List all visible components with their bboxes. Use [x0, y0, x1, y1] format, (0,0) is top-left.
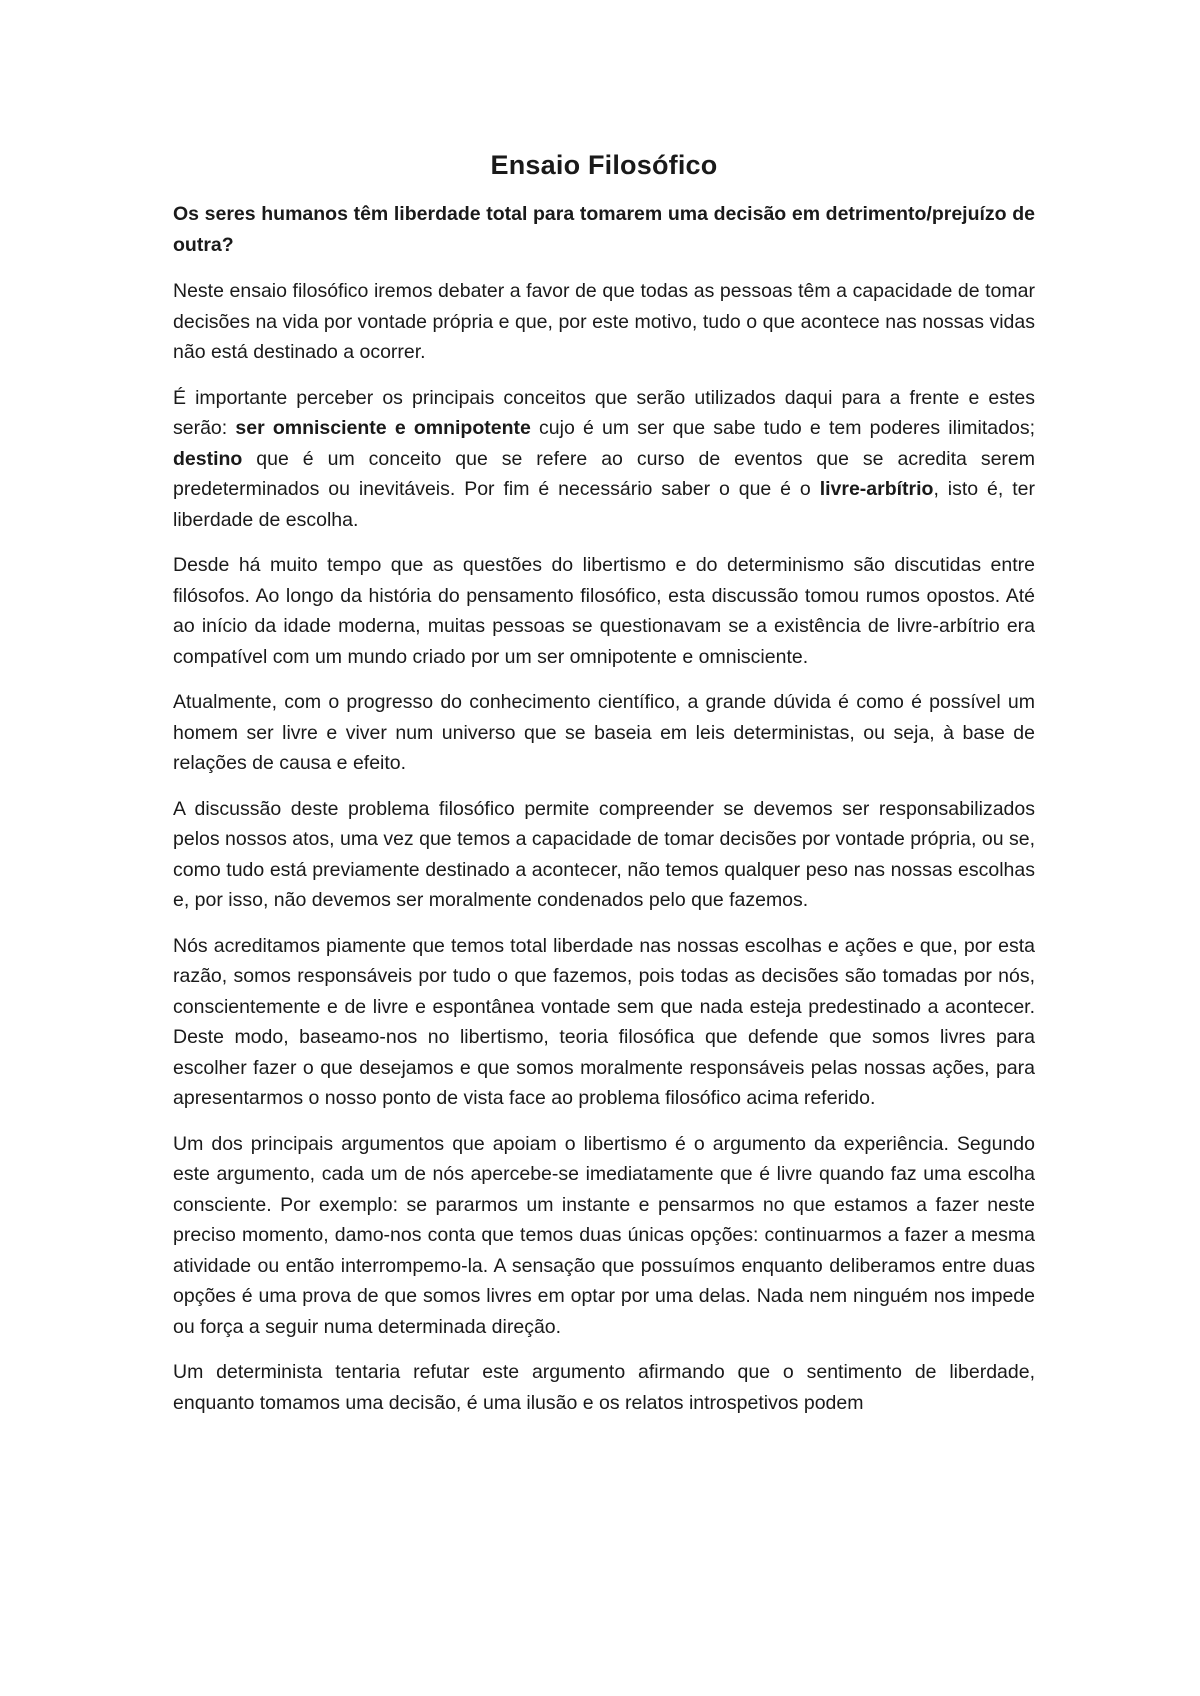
paragraph-8: Um determinista tentaria refutar este argumento afirmando que o sentimento de liberdade, enquanto tomamos uma decisão, é uma ilusão e os relatos introspetivos podem: [173, 1361, 1035, 1414]
paragraph-7: Um dos principais argumentos que apoiam o libertismo é o argumento da experiência. Segundo este argumento, cada um de nós apercebe-se imediatamente que é livre quando faz uma escolha consciente. Por exemplo: se pararmos um instante e pensarmos no que estamos a fazer neste preciso momento, damo-nos conta que temos duas únicas opções: continuarmos a fazer a mesma atividade ou então interrompemo-la. A sensação que possuímos enquanto deliberamos entre duas opções é uma prova de que somos livres em optar por uma delas. Nada nem ninguém nos impede ou força a seguir numa determinada direção.: [173, 1132, 1035, 1338]
paragraph-2-text-g: , isto é, ter liberdade de escolha.: [173, 478, 1035, 531]
paragraph-1: Neste ensaio filosófico iremos debater a favor de que todas as pessoas têm a capacidade de tomar decisões na vida por vontade própria e que, por este motivo, tudo o que acontece nas nossas vidas não está destinado a ocorrer.: [173, 280, 1035, 363]
document-page: [173, 0, 1035, 1433]
document-title: Ensaio Filosófico: [490, 150, 718, 180]
essay-question: Os seres humanos têm liberdade total para tomarem uma decisão em detrimento/prejuízo de outra?: [173, 203, 1035, 256]
paragraph-2: [173, 383, 1035, 536]
paragraph-6: Nós acreditamos piamente que temos total liberdade nas nossas escolhas e ações e que, por esta razão, somos responsáveis por tudo o que fazemos, pois todas as decisões são tomadas por nós, conscientemente e de livre e espontânea vontade sem que nada esteja predestinado a acontecer. Deste modo, baseamo-nos no libertismo, teoria filosófica que defende que somos livres para escolher fazer o que desejamos e que somos moralmente responsáveis pelas nossas ações, para apresentarmos o nosso ponto de vista face ao problema filosófico acima referido.: [173, 934, 1035, 1109]
term-destiny: destino: [173, 447, 243, 470]
term-omniscient-omnipotent: ser omnisciente e omnipotente: [235, 417, 531, 439]
paragraph-2-text-c: cujo é um ser que sabe tudo e tem poderes ilimitados;: [530, 417, 1035, 439]
paragraph-2-text-a: É importante perceber os principais conceitos que serão utilizados daqui para a frente e estes serão:: [173, 386, 1035, 439]
paragraph-5: A discussão deste problema filosófico permite compreender se devemos ser responsabilizados pelos nossos atos, uma vez que temos a capacidade de tomar decisões por vontade própria, ou se, como tudo está previamente destinado a acontecer, não temos qualquer peso nas nossas escolhas e, por isso, não devemos ser moralmente condenados pelo que fazemos.: [173, 797, 1035, 911]
term-free-will: livre-arbítrio: [819, 478, 934, 500]
paragraph-4: Atualmente, com o progresso do conhecimento científico, a grande dúvida é como é possível um homem ser livre e viver num universo que se baseia em leis deterministas, ou seja, à base de relações de causa e efeito.: [173, 691, 1035, 774]
paragraph-3: Desde há muito tempo que as questões do libertismo e do determinismo são discutidas entre filósofos. Ao longo da história do pensamento filosófico, esta discussão tomou rumos opostos. Até ao início da idade moderna, muitas pessoas se questionavam se a existência de livre-arbítrio era compatível com um mundo criado por um ser omnipotente e omnisciente.: [173, 554, 1035, 668]
paragraph-2-text-e: que é um conceito que se refere ao curso de eventos que se acredita serem predeterminados ou inevitáveis. Por fim é necessário saber o que é o: [173, 447, 1035, 500]
